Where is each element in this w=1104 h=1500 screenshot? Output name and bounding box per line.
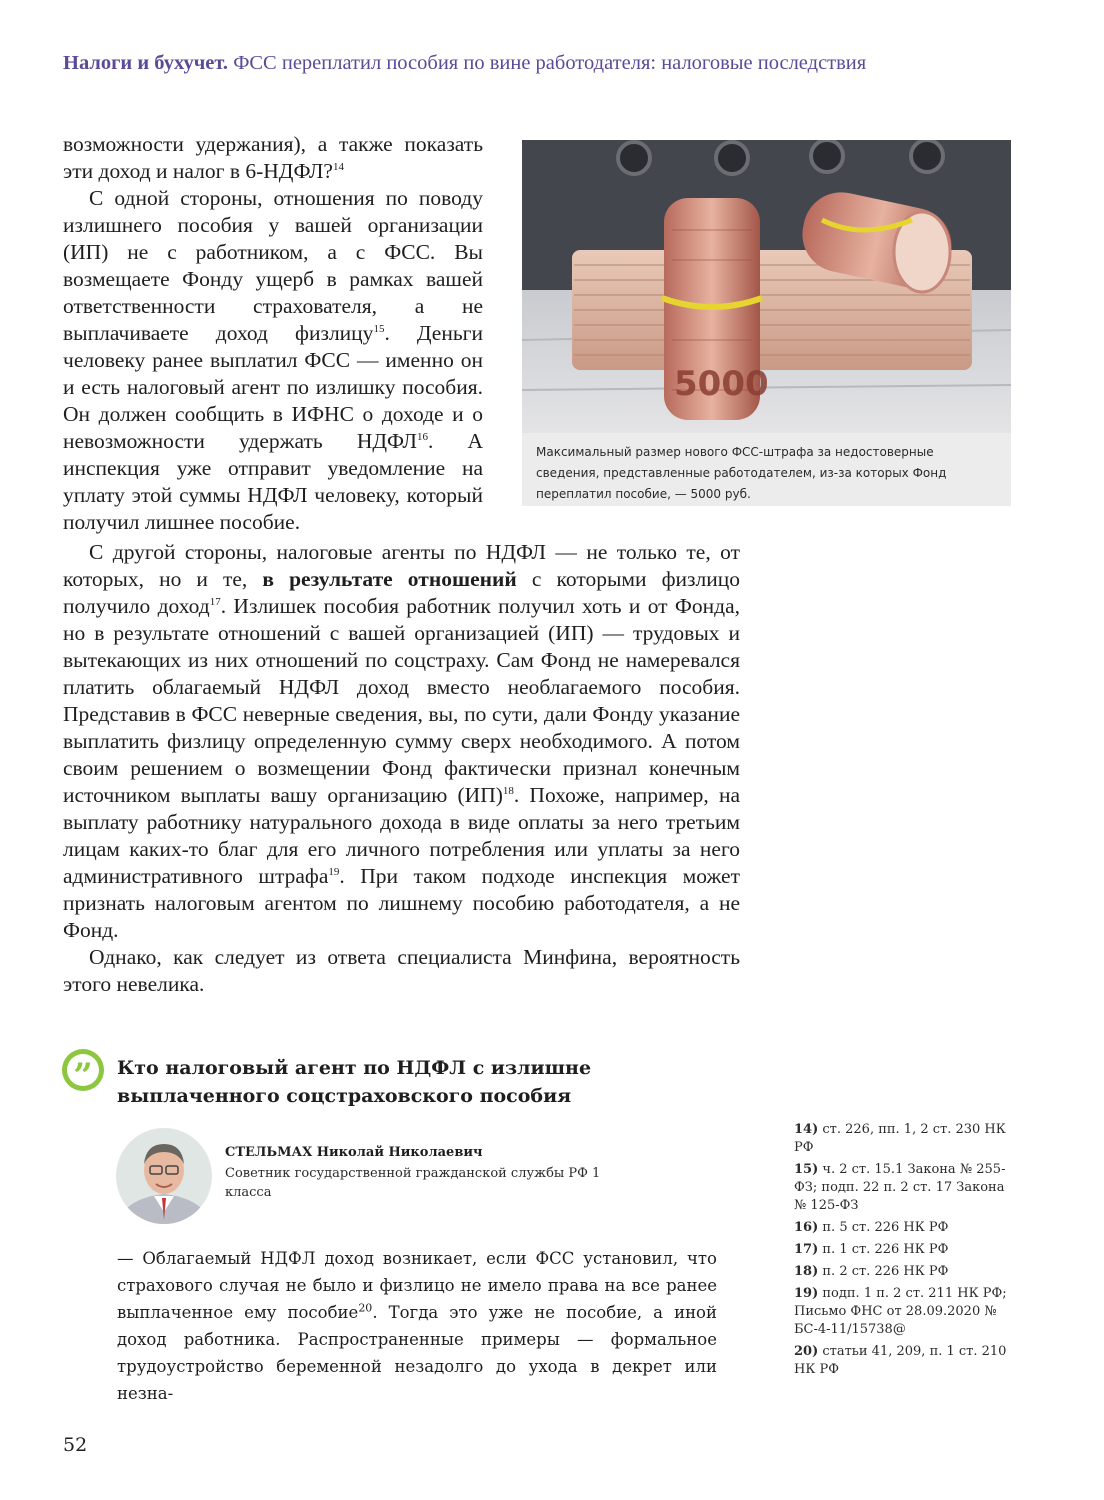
header-title: ФСС переплатил пособия по вине работодателя: налоговые последствия (233, 52, 867, 74)
footnote-item: 18) п. 2 ст. 226 НК РФ (794, 1264, 949, 1279)
footnote-item: 15) ч. 2 ст. 15.1 Закона № 255-ФЗ; подп. 22 п. 2 ст. 17 Закона № 125-ФЗ (794, 1162, 1006, 1213)
expert-answer (117, 1245, 717, 1407)
paragraph: Однако, как следует из ответа специалиста Минфина, вероятность этого невелика. (63, 945, 740, 996)
footnote-ref[interactable]: 17 (209, 595, 221, 608)
paragraph: С одной стороны, отношения по поводу излишнего пособия у вашей организации (ИП) не с работником, а с ФСС. Вы возмещаете Фонду ущерб в рамках вашей ответственности страхователя, а не выплачиваете доход физлицу$^{15}$. Деньги человеку ранее выплатил ФСС — именно он и есть налоговый агент по излишку пособия. Он должен сообщить в ИФНС о доходе и о невозможности удержать НДФЛ$^{16}$. А инспекция уже отправит уведомление на уплату этой суммы НДФЛ человеку, который получил лишнее пособие. (63, 186, 483, 534)
quote-icon: ” (62, 1049, 104, 1091)
paragraph: — Облагаемый НДФЛ доход возникает, если ФСС установил, что страхового случая не было и физлицо не имело права на все ранее выплаченное ему пособие$^{20}$. Тогда это уже не пособие, а иной доход работника. Распространенные примеры — формальное трудоустройство беременной незадолго до ухода в декрет или незна- (117, 1249, 717, 1403)
paragraph: С другой стороны, налоговые агенты по НДФЛ — не только те, от которых, но и те, в результате отношений с которыми физлицо получило доход$^{17}$. Излишек пособия работник получил хоть и от Фонда, но в результате отношений с вашей организацией (ИП) — трудовых и вытекающих из них отношений по соцстраху. Сам Фонд не намеревался платить облагаемый НДФЛ доход вместо необлагаемого пособия. Представив в ФСС неверные сведения, вы, по сути, дали Фонду указание выплатить физлицу определенную сумму сверх необходимого. А потом своим решением о возмещении Фонд фактически признал конечным источником выплаты вашу организацию (ИП)$^{18}$. Похоже, например, на выплату работнику натурального дохода в виде оплаты за него третьим лицам каких-то благ для его личного потребления или уплаты за него административного штрафа$^{19}$. При таком подходе инспекция может признать налоговым агентом по лишнему пособию работодателя, а не Фонд. (63, 540, 741, 942)
footnote-item: 14) ст. 226, пп. 1, 2 ст. 230 НК РФ (794, 1122, 1006, 1155)
page-number: 52 (63, 1434, 88, 1456)
footnote-ref[interactable]: 18 (502, 784, 514, 797)
footnote-ref[interactable]: 15 (373, 322, 385, 335)
footnote-ref[interactable]: 19 (328, 865, 340, 878)
qa-heading: Кто налоговый агент по НДФЛ с излишне выплаченного соцстраховского пособия (117, 1057, 592, 1107)
footnote-ref[interactable]: 14 (332, 160, 344, 173)
expert-position: Советник государственной гражданской службы РФ 1 класса (225, 1166, 601, 1200)
footnote-item: 20) статьи 41, 209, п. 1 ст. 210 НК РФ (794, 1344, 1007, 1377)
article-text-wide (63, 539, 740, 998)
paragraph: возможности удержания), а также показать эти доход и налог в 6-НДФЛ?$^{14}$ (63, 132, 483, 183)
banknotes-illustration (522, 140, 1011, 433)
article-text-narrow (63, 131, 483, 536)
footnote-ref[interactable]: 20 (358, 1301, 373, 1315)
footnote-item: 17) п. 1 ст. 226 НК РФ (794, 1242, 949, 1257)
footnote-item: 16) п. 5 ст. 226 НК РФ (794, 1220, 949, 1235)
expert-portrait (116, 1128, 212, 1224)
header-section: Налоги и бухучет. (63, 52, 229, 74)
expert-avatar (116, 1128, 212, 1224)
banknote-label: 5000 (674, 364, 769, 404)
photo-caption: Максимальный размер нового ФСС-штрафа за недостоверные сведения, представленные работодателем, из-за которых Фонд переплатил пособие, — 5000 руб. (522, 433, 1011, 506)
footnote-item: 19) подп. 1 п. 2 ст. 211 НК РФ; Письмо ФНС от 28.09.2020 № БС-4-11/15738@ (794, 1286, 1007, 1337)
footnote-ref[interactable]: 16 (416, 430, 428, 443)
running-header (63, 52, 1063, 75)
emphasis-text: в результате отношений (262, 567, 517, 591)
expert-name: СТЕЛЬМАХ Николай Николаевич (225, 1145, 483, 1160)
banknotes-photo (522, 140, 1011, 433)
footnotes (794, 1121, 1014, 1383)
